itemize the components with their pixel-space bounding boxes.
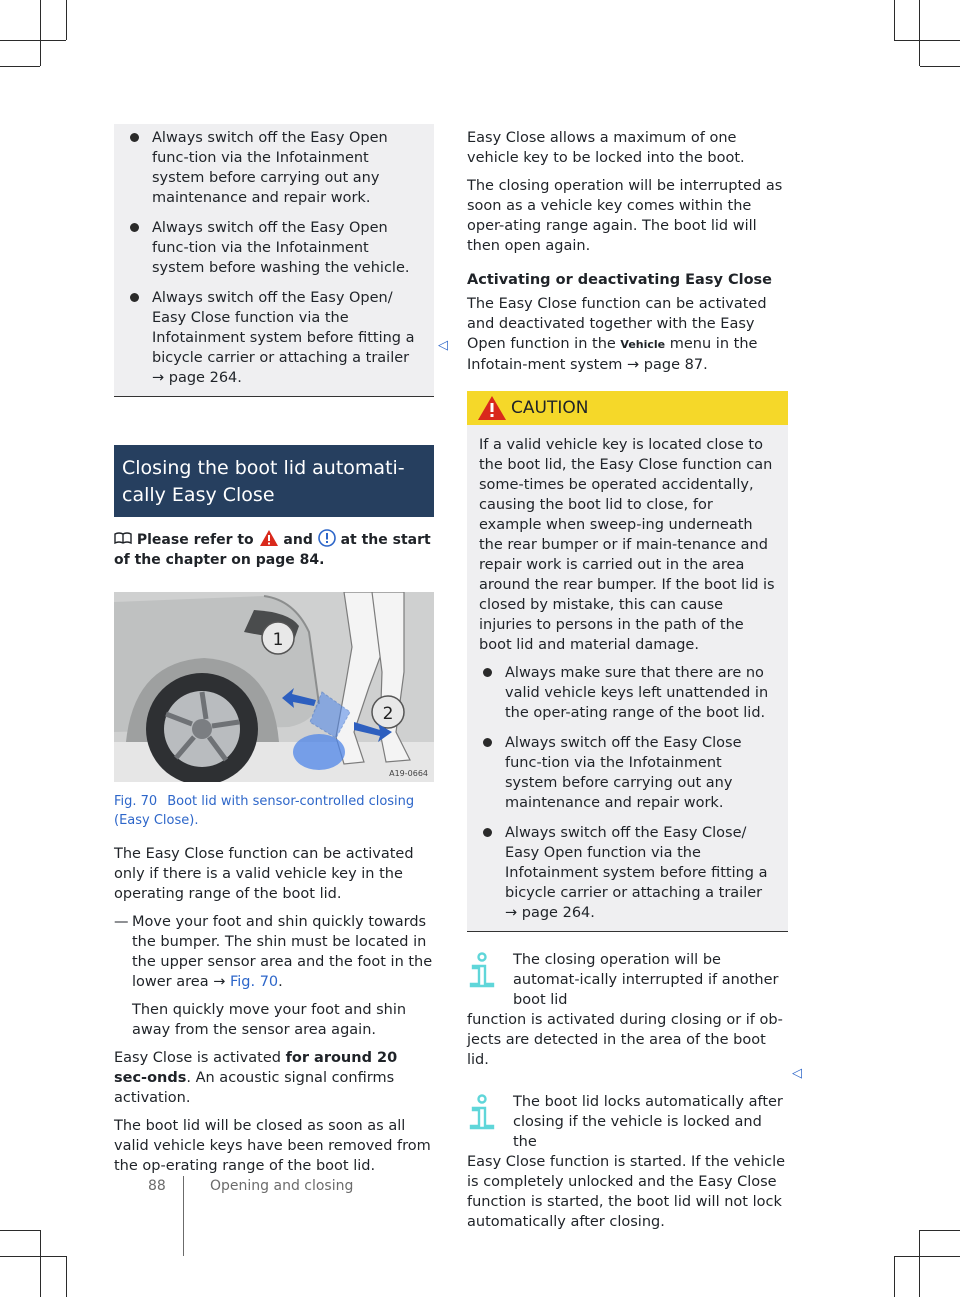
bullet-text: Always switch off the Easy Open func-tion via the Infotainment system before washing the vehicle. xyxy=(152,220,410,276)
ref-prefix: Please refer to xyxy=(136,532,254,548)
bullet-text: Always switch off the Easy Open/ Easy Close function via the Infotainment system before fitting a bicycle carrier or attaching a trailer xyxy=(152,290,415,366)
callout-2: 2 xyxy=(382,704,394,724)
bullet-icon xyxy=(483,668,492,677)
bullet-icon xyxy=(483,828,492,837)
caution-header xyxy=(467,391,788,425)
crop-mark xyxy=(66,0,67,40)
page-reference[interactable]: page 264. xyxy=(521,905,595,921)
arrow-icon: → xyxy=(505,905,518,921)
warning-triangle-icon xyxy=(259,532,284,548)
ref-and: and xyxy=(283,532,313,548)
p2-prefix: Easy Close is activated xyxy=(114,1050,281,1066)
info-note xyxy=(467,950,788,1070)
step-dash: — xyxy=(114,914,129,930)
info-note xyxy=(467,1092,788,1232)
page-reference[interactable]: page 264. xyxy=(168,370,242,386)
crop-mark xyxy=(920,66,960,67)
crop-mark xyxy=(0,40,66,41)
crop-mark xyxy=(920,1230,960,1231)
bullet-icon xyxy=(130,293,139,302)
right-column xyxy=(467,128,788,1232)
boot-lid-illustration xyxy=(114,592,434,782)
bullet-icon xyxy=(130,223,139,232)
callout-1: 1 xyxy=(272,630,284,650)
caution-text: If a valid vehicle key is located close to the boot lid, the Easy Close function can some-times be operated accidentally, causing the boot lid to close, for example when sweep-ing underneath the rear bumper or if main-tenance and repair work is carried out in the area around the rear bumper. If the boot lid is closed by mistake, this can cause injuries to persons in the path of the boot lid and material damage. xyxy=(479,437,775,653)
chapter-name: Opening and closing xyxy=(210,1178,354,1194)
book-icon xyxy=(114,532,137,548)
bullet-item xyxy=(126,288,424,388)
caution-body xyxy=(467,425,788,932)
crop-mark xyxy=(894,1256,960,1257)
p2-bold: for around 20 sec-onds xyxy=(114,1050,398,1086)
instruction-step xyxy=(114,912,434,992)
info-icon xyxy=(467,1094,497,1130)
bullet-text: Always switch off the Easy Close/ Easy Open function via the Infotainment system before fitting a bicycle carrier or attaching a trailer xyxy=(505,825,768,901)
bullet-item xyxy=(479,733,776,813)
crop-mark xyxy=(0,1230,40,1231)
figure-easy-close xyxy=(114,592,434,782)
p2-suffix: . An acoustic signal confirms activation. xyxy=(114,1070,395,1106)
note-rest: Easy Close function is started. If the vehicle is completely unlocked and the Easy Close function is started, the boot lid will not lock automatically after closing. xyxy=(467,1154,786,1230)
info-icon xyxy=(467,952,497,988)
crop-mark xyxy=(894,1256,895,1297)
notice-circle-icon xyxy=(318,532,341,548)
bullet-text: Always switch off the Easy Close func-tion via the Infotainment system before carrying out any maintenance and repair work. xyxy=(505,735,742,811)
paragraph: The Easy Close function can be activated only if there is a valid vehicle key in the operating range of the boot lid. xyxy=(114,846,414,902)
caution-box xyxy=(467,391,788,932)
crop-mark xyxy=(66,1256,67,1297)
chapter-reference xyxy=(114,529,434,570)
step-text: Move your foot and shin quickly towards the bumper. The shin must be located in the upper sensor area and the foot in the lower area xyxy=(132,914,433,990)
section-heading: Closing the boot lid automati-cally Easy Close xyxy=(114,445,434,517)
bullet-text: Always switch off the Easy Open func-tion via the Infotainment system before carrying out any maintenance and repair work. xyxy=(152,130,388,206)
crop-mark xyxy=(919,1230,920,1297)
p3-suffix: menu in the Infotain-ment system xyxy=(467,336,758,373)
page-reference[interactable]: page 87. xyxy=(643,357,708,373)
ref-suffix: at the start of the chapter on page 84. xyxy=(114,532,431,568)
paragraph xyxy=(467,294,788,375)
section-end-triangle-icon: ◁ xyxy=(438,338,448,353)
bullet-item xyxy=(479,663,776,723)
caution-triangle-icon xyxy=(477,395,507,421)
figure-caption-text: Boot lid with sensor-controlled closing (Easy Close). xyxy=(114,794,415,828)
p3-prefix: The Easy Close function can be activated and deactivated together with the Easy Open function in the xyxy=(467,296,767,352)
left-column xyxy=(114,124,434,1184)
bullet-item xyxy=(126,218,424,278)
crop-mark xyxy=(894,0,895,40)
paragraph: Easy Close allows a maximum of one vehicle key to be locked into the boot. xyxy=(467,130,745,166)
crop-mark xyxy=(919,0,920,66)
footer-divider xyxy=(183,1176,184,1256)
bullet-icon xyxy=(483,738,492,747)
page-number: 88 xyxy=(148,1178,166,1194)
note-rest: function is activated during closing or if ob-jects are detected in the area of the boot lid. xyxy=(467,1012,783,1068)
figure-caption xyxy=(114,792,434,830)
bullet-text: Always make sure that there are no valid vehicle keys left unattended in the oper-ating range of the boot lid. xyxy=(505,665,769,721)
step-followup: Then quickly move your foot and shin away from the sensor area again. xyxy=(132,1002,407,1038)
paragraph xyxy=(114,1048,434,1108)
figure-label: Fig. 70 xyxy=(114,794,158,809)
figure-link[interactable]: Fig. 70 xyxy=(229,974,279,990)
crop-mark xyxy=(40,1230,41,1297)
paragraph: The closing operation will be interrupted as soon as a vehicle key comes within the oper-ating range again. The boot lid will then open again. xyxy=(467,178,783,254)
crop-mark xyxy=(0,1256,66,1257)
vehicle-menu-label: Vehicle xyxy=(620,338,666,351)
note-first-lines: The boot lid locks automatically after closing if the vehicle is locked and the xyxy=(513,1094,783,1150)
note-first-lines: The closing operation will be automat-ically interrupted if another boot lid xyxy=(513,952,779,1008)
bullet-item xyxy=(479,823,776,923)
subheading: Activating or deactivating Easy Close xyxy=(467,272,773,288)
bullet-item xyxy=(126,128,424,208)
crop-mark xyxy=(894,40,960,41)
warning-continuation-box xyxy=(114,124,434,397)
figure-code: A19-0664 xyxy=(389,769,428,778)
crop-mark xyxy=(40,0,41,66)
caution-title: CAUTION xyxy=(511,398,589,418)
crop-mark xyxy=(0,66,40,67)
arrow-icon: → xyxy=(152,370,165,386)
bullet-icon xyxy=(130,133,139,142)
step-end: . xyxy=(278,974,283,990)
paragraph: The boot lid will be closed as soon as all valid vehicle keys have been removed from the op-erating range of the boot lid. xyxy=(114,1118,431,1174)
arrow-icon: → xyxy=(213,974,226,990)
arrow-icon: → xyxy=(627,357,640,373)
section-end-triangle-icon: ◁ xyxy=(792,1066,802,1081)
